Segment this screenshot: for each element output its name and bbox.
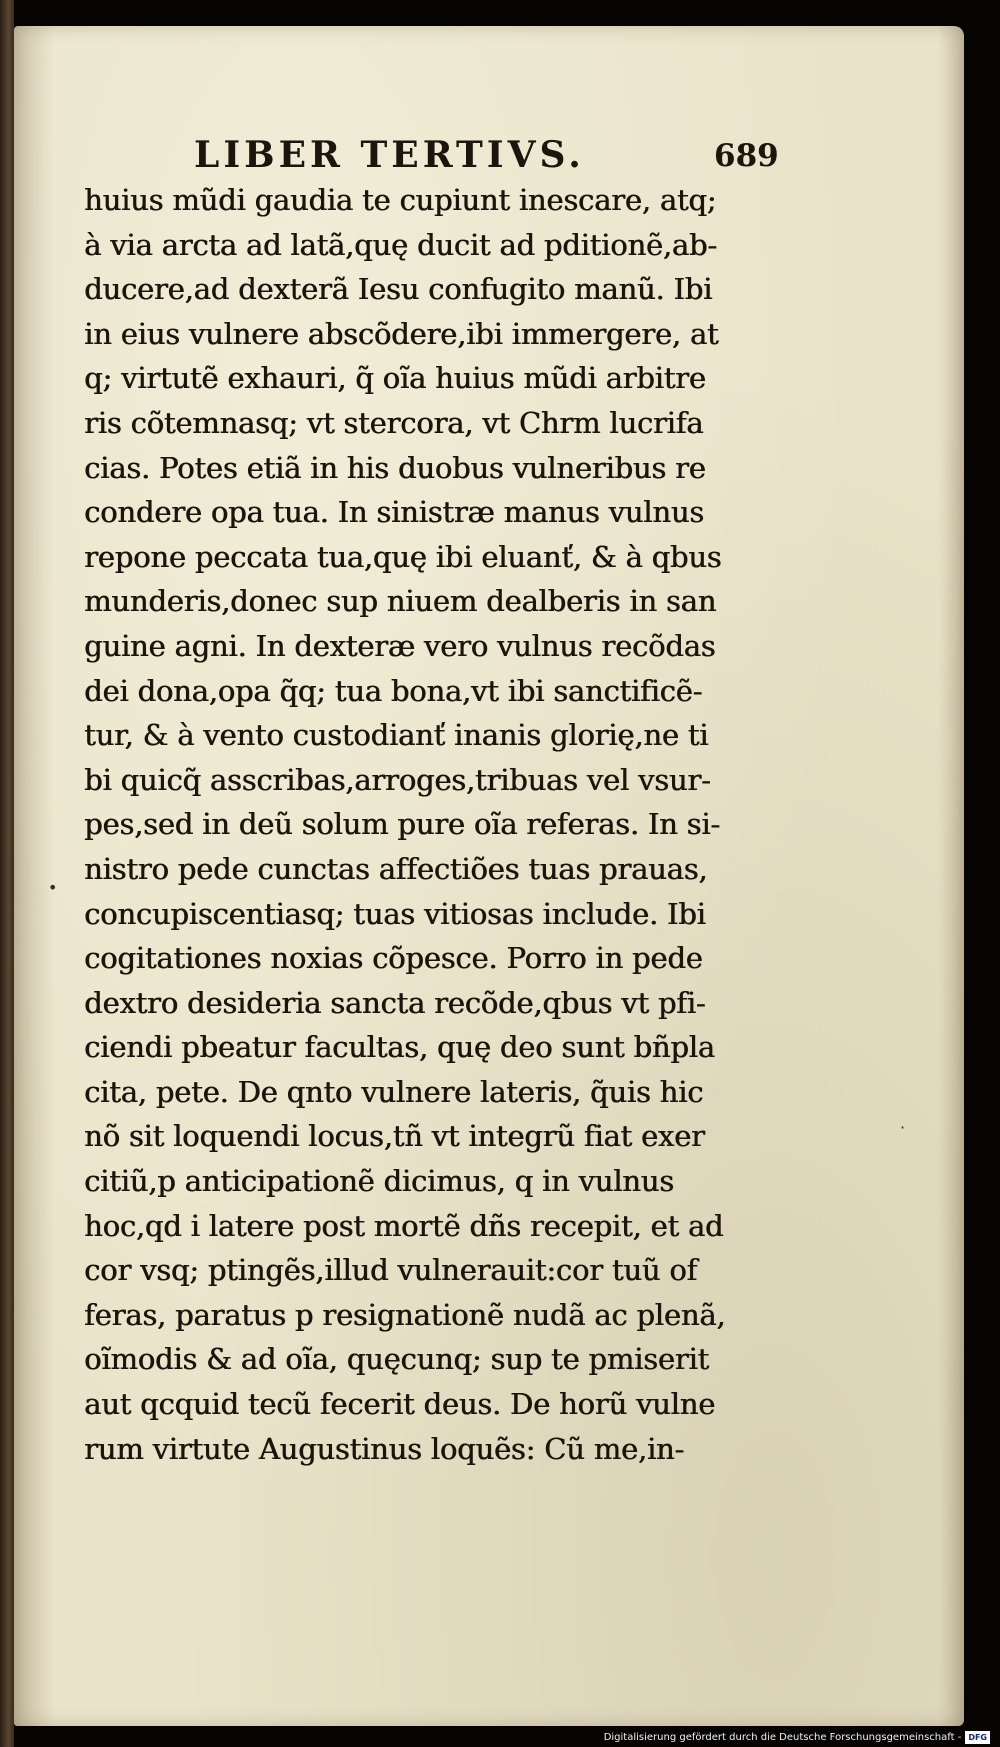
- text-line: q; virtutẽ exhauri, q̃ oĩa huius mũdi arbitre: [84, 361, 706, 396]
- text-line: tur, & à vento custodianť inanis glorię,ne ti: [84, 718, 709, 753]
- text-line: cor vsq; ptingẽs,illud vulnerauit:cor tuũ of: [84, 1253, 697, 1288]
- text-line: bi quicq̃ asscribas,arroges,tribuas vel vsur-: [84, 762, 711, 797]
- text-line: ris cõtemnasq; vt stercora, vt Chrm lucrifa: [84, 405, 704, 440]
- margin-mark: ·: [900, 1118, 906, 1137]
- text-line: nistro pede cunctas affectiões tuas prauas,: [84, 851, 708, 886]
- text-line: cias. Potes etiã in his duobus vulneribus re: [84, 450, 706, 485]
- book-page: [14, 26, 964, 1726]
- text-line: hoc,qd i latere post mortẽ dñs recepit, et ad: [84, 1208, 724, 1243]
- margin-dot: •: [48, 878, 58, 897]
- running-title: LIBER TERTIVS.: [194, 134, 585, 176]
- text-line: munderis,donec sup niuem dealberis in san: [84, 584, 717, 619]
- text-line: repone peccata tua,quę ibi eluanť, & à qbus: [84, 539, 722, 574]
- digitization-footer: [604, 1729, 990, 1745]
- text-block: [84, 178, 804, 1471]
- text-line: in eius vulnere abscõdere,ibi immergere, at: [84, 316, 719, 351]
- text-line: pes,sed in deũ solum pure oĩa referas. In si-: [84, 807, 720, 842]
- dfg-logo: DFG: [965, 1731, 990, 1744]
- text-line: oĩmodis & ad oĩa, quęcunq; sup te pmiserit: [84, 1342, 709, 1377]
- text-line: ciendi pbeatur facultas, quę deo sunt bñpla: [84, 1030, 715, 1065]
- page-edge-shadow: [938, 26, 964, 1726]
- text-line: à via arcta ad latã,quę ducit ad pditionẽ,ab-: [84, 227, 717, 262]
- page-header: [14, 134, 964, 180]
- text-line: ducere,ad dexterã Iesu confugito manũ. Ibi: [84, 272, 713, 307]
- text-line: feras, paratus p resignationẽ nudã ac plenã,: [84, 1297, 726, 1332]
- text-line: concupiscentiasq; tuas vitiosas include. Ibi: [84, 896, 706, 931]
- page-number: 689: [714, 138, 779, 174]
- text-line: rum virtute Augustinus loquẽs: Cũ me,in-: [84, 1431, 684, 1466]
- text-line: condere opa tua. In sinistræ manus vulnus: [84, 495, 704, 530]
- funding-credit: Digitalisierung gefördert durch die Deutsche Forschungsgemeinschaft -: [603, 1731, 962, 1743]
- text-line: guine agni. In dexteræ vero vulnus recõdas: [84, 628, 716, 663]
- text-line: dextro desideria sancta recõde,qbus vt pfi-: [84, 985, 706, 1020]
- text-line: cita, pete. De qnto vulnere lateris, q̃uis hic: [84, 1074, 704, 1109]
- book-spine-edge: [0, 0, 14, 1747]
- text-line: aut qcquid tecũ fecerit deus. De horũ vulne: [84, 1387, 716, 1422]
- text-line: huius mũdi gaudia te cupiunt inescare, atq;: [84, 183, 717, 217]
- text-line: citiũ,p anticipationẽ dicimus, q in vulnus: [84, 1164, 674, 1199]
- text-line: cogitationes noxias cõpesce. Porro in pede: [84, 941, 703, 976]
- text-line: nõ sit loquendi locus,tñ vt integrũ fiat exer: [84, 1119, 705, 1154]
- text-line: dei dona,opa q̃q; tua bona,vt ibi sanctificẽ-: [84, 673, 703, 708]
